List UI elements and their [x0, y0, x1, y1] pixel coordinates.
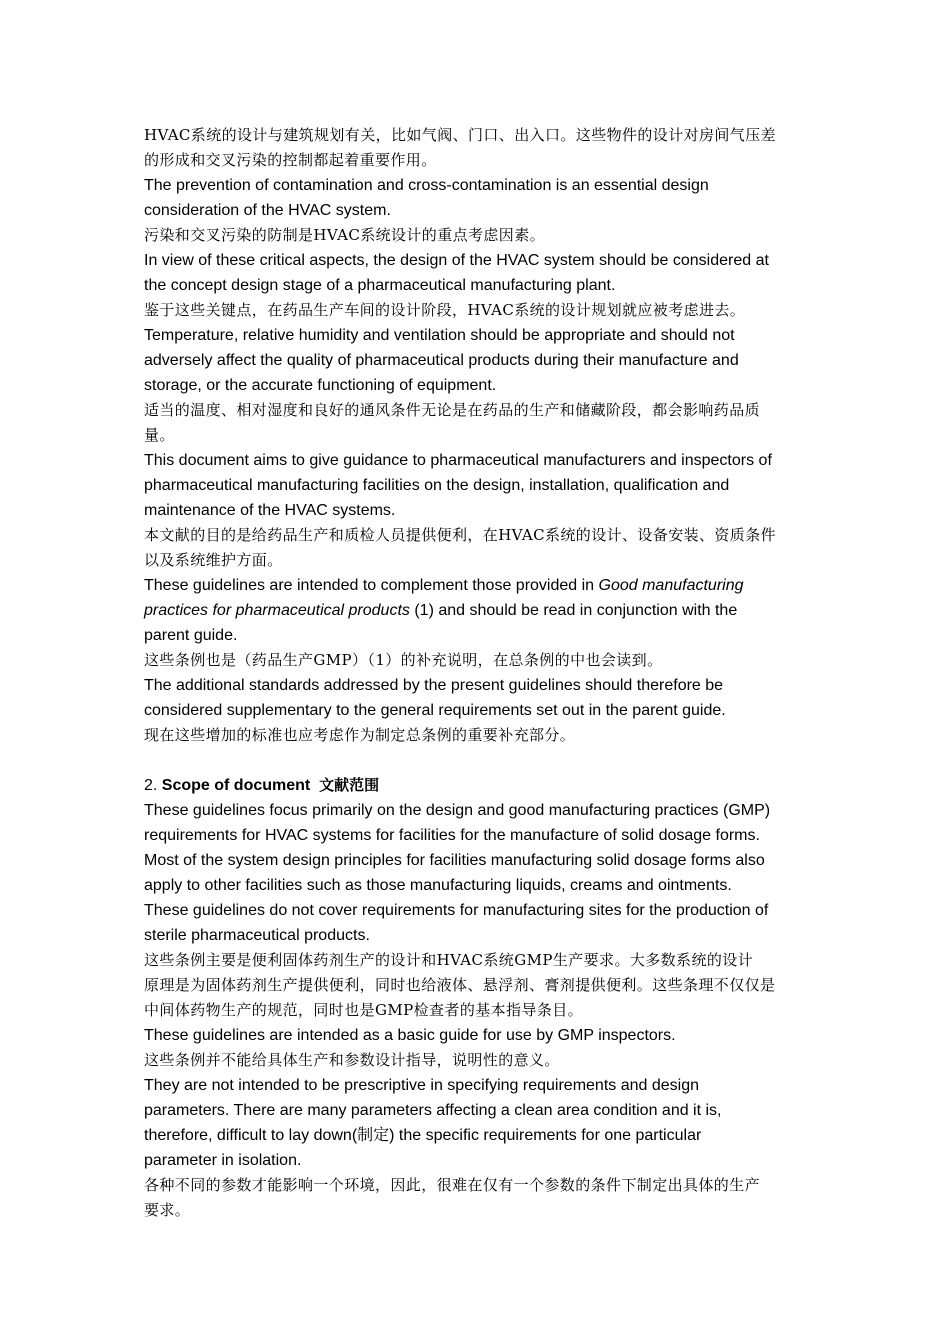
text-line: requirements for HVAC systems for facilities for the manufacture of solid dosage forms.: [144, 827, 760, 844]
text-line: the concept design stage of a pharmaceutical manufacturing plant.: [144, 277, 616, 294]
paragraph-en: [144, 573, 816, 648]
text-run: These guidelines are intended to complement those provided in: [144, 577, 599, 594]
text-line: therefore, difficult to lay down(制定) the specific requirements for one particular: [144, 1127, 702, 1144]
text-line: 这些条例主要是便利固体药剂生产的设计和HVAC系统GMP生产要求。大多数系统的设计: [144, 951, 754, 969]
text-line: 这些条例并不能给具体生产和参数设计指导，说明性的意义。: [144, 1051, 560, 1069]
text-line: Most of the system design principles for facilities manufacturing solid dosage forms also: [144, 852, 765, 869]
section-number: 2.: [144, 777, 162, 794]
text-line: 适当的温度、相对湿度和良好的通风条件无论是在药品的生产和储藏阶段，都会影响药品质: [144, 401, 761, 419]
text-line: 现在这些增加的标准也应考虑作为制定总条例的重要补充部分。: [144, 726, 576, 744]
text-line: pharmaceutical manufacturing facilities on the design, installation, qualification and: [144, 477, 730, 494]
text-line: 各种不同的参数才能影响一个环境，因此，很难在仅有一个参数的条件下制定出具体的生产: [144, 1176, 761, 1194]
text-line: In view of these critical aspects, the design of the HVAC system should be considered at: [144, 252, 769, 269]
paragraph-zh: [144, 1048, 816, 1073]
text-line: parameters. There are many parameters affecting a clean area condition and it is,: [144, 1102, 722, 1119]
paragraph-en: [144, 248, 816, 298]
text-line: They are not intended to be prescriptive in specifying requirements and design: [144, 1077, 699, 1094]
text-line: 这些条例也是（药品生产GMP）（1）的补充说明，在总条例的中也会读到。: [144, 651, 663, 669]
section-title-zh: 文献范围: [319, 776, 380, 794]
text-line: Temperature, relative humidity and ventilation should be appropriate and should not: [144, 327, 735, 344]
text-line: maintenance of the HVAC systems.: [144, 502, 396, 519]
text-line: adversely affect the quality of pharmaceutical products during their manufacture and: [144, 352, 739, 369]
paragraph-en: [144, 173, 816, 223]
section-title-en: Scope of document: [161, 777, 311, 794]
text-line: 本文献的目的是给药品生产和质检人员提供便利，在HVAC系统的设计、设备安装、资质条件: [144, 526, 777, 544]
text-line: sterile pharmaceutical products.: [144, 927, 370, 944]
text-line: The additional standards addressed by the present guidelines should therefore be: [144, 677, 724, 694]
text-line: 中间体药物生产的规范，同时也是GMP检查者的基本指导条目。: [144, 1001, 584, 1019]
paragraph-zh: [144, 948, 816, 1023]
paragraph-zh: [144, 298, 816, 323]
paragraph-en: [144, 673, 816, 723]
text-line: [144, 573, 816, 598]
text-line: 以及系统维护方面。: [144, 551, 283, 569]
text-line: This document aims to give guidance to pharmaceutical manufacturers and inspectors of: [144, 452, 772, 469]
paragraph-zh: [144, 1173, 816, 1223]
paragraph-en: [144, 1023, 816, 1048]
text-line: 要求。: [144, 1201, 191, 1219]
text-line: consideration of the HVAC system.: [144, 202, 391, 219]
document-page: [144, 123, 816, 1223]
blank-line: [144, 748, 816, 773]
text-line: [144, 598, 816, 623]
paragraph-en: [144, 323, 816, 398]
paragraph-zh: [144, 398, 816, 448]
text-line: 鉴于这些关键点，在药品生产车间的设计阶段，HVAC系统的设计规划就应被考虑进去。: [144, 301, 746, 319]
paragraph-zh: [144, 723, 816, 748]
paragraph-zh: [144, 523, 816, 573]
paragraph-en: [144, 798, 816, 948]
paragraph-en: [144, 1073, 816, 1173]
book-title-italic: practices for pharmaceutical products: [144, 602, 410, 619]
text-line: 污染和交叉污染的防制是HVAC系统设计的重点考虑因素。: [144, 226, 546, 244]
paragraph-en: [144, 448, 816, 523]
text-run: (1) and should be read in conjunction with the: [409, 602, 738, 619]
text-line: 的形成和交叉污染的控制都起着重要作用。: [144, 151, 437, 169]
text-line: considered supplementary to the general requirements set out in the parent guide.: [144, 702, 726, 719]
book-title-italic: Good manufacturing: [598, 577, 744, 594]
text-line: parent guide.: [144, 627, 238, 644]
paragraph-zh: [144, 648, 816, 673]
text-line: The prevention of contamination and cross-contamination is an essential design: [144, 177, 709, 194]
text-line: HVAC系统的设计与建筑规划有关，比如气阀、门口、出入口。这些物件的设计对房间气压差: [144, 126, 777, 144]
text-line: These guidelines are intended as a basic guide for use by GMP inspectors.: [144, 1027, 676, 1044]
text-line: These guidelines focus primarily on the design and good manufacturing practices (GMP): [144, 802, 771, 819]
text-line: These guidelines do not cover requirements for manufacturing sites for the production of: [144, 902, 769, 919]
text-line: storage, or the accurate functioning of equipment.: [144, 377, 497, 394]
text-line: apply to other facilities such as those manufacturing liquids, creams and ointments.: [144, 877, 732, 894]
text-line: 量。: [144, 426, 175, 444]
text-line: 原理是为固体药剂生产提供便利，同时也给液体、悬浮剂、膏剂提供便利。这些条理不仅仅是: [144, 976, 776, 994]
section-heading: [144, 773, 816, 798]
text-line: parameter in isolation.: [144, 1152, 302, 1169]
paragraph-zh: [144, 123, 816, 173]
paragraph-zh: [144, 223, 816, 248]
